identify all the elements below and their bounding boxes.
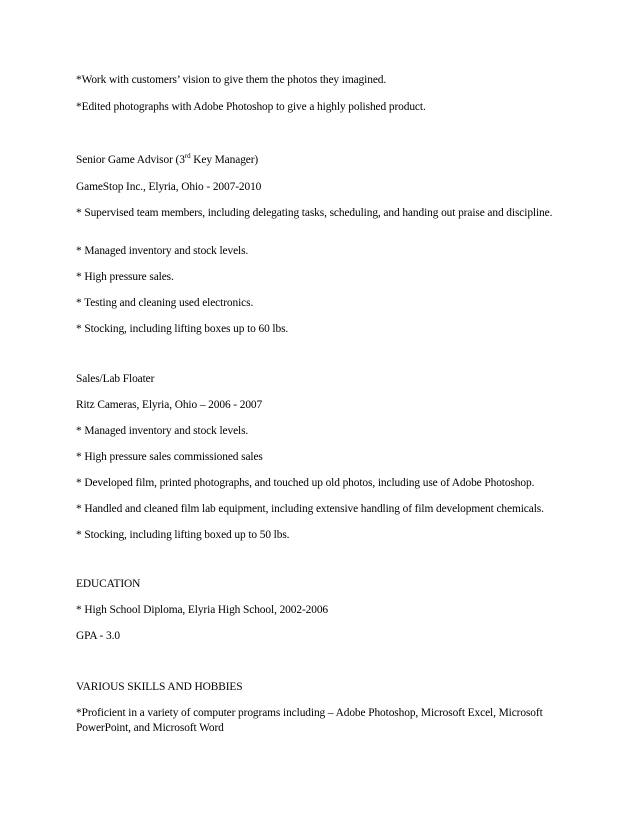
job2-bullet-2: * High pressure sales commissioned sales [76,451,263,463]
job1-bullet-2: * Managed inventory and stock levels. [76,245,249,257]
education-item-1: * High School Diploma, Elyria High School, 2002-2006 [76,604,329,616]
skills-heading: VARIOUS SKILLS AND HOBBIES [76,681,243,693]
job2-company: Ritz Cameras, Elyria, Ohio – 2006 - 2007 [76,399,263,411]
intro-bullet-2: *Edited photographs with Adobe Photoshop to give a highly polished product. [76,101,426,113]
job1-company: GameStop Inc., Elyria, Ohio - 2007-2010 [76,181,262,193]
education-heading: EDUCATION [76,578,141,590]
job1-bullet-1: * Supervised team members, including delegating tasks, scheduling, and handing out praise and discipline. [76,207,553,219]
job1-title-after: Key Manager) [190,154,259,166]
job1-bullet-3: * High pressure sales. [76,271,174,283]
job1-bullet-5: * Stocking, including lifting boxes up to 60 lbs. [76,323,289,335]
job2-bullet-1: * Managed inventory and stock levels. [76,425,249,437]
job2-bullet-4: * Handled and cleaned film lab equipment, including extensive handling of film development chemicals. [76,503,544,515]
job1-title-superscript: rd [184,152,191,160]
job1-title [76,153,566,168]
education-item-2: GPA - 3.0 [76,630,120,642]
job2-title: Sales/Lab Floater [76,373,155,385]
job2-bullet-5: * Stocking, including lifting boxed up to 50 lbs. [76,529,290,541]
job1-bullet-4: * Testing and cleaning used electronics. [76,297,254,309]
intro-bullet-1: *Work with customers’ vision to give them the photos they imagined. [76,74,387,86]
skills-item-1: *Proficient in a variety of computer programs including – Adobe Photoshop, Microsoft Excel, Microsoft PowerPoint, and Microsoft Word [76,707,543,734]
job2-bullet-3: * Developed film, printed photographs, and touched up old photos, including use of Adobe Photoshop. [76,477,535,489]
job1-title-before: Senior Game Advisor (3 [76,154,185,166]
